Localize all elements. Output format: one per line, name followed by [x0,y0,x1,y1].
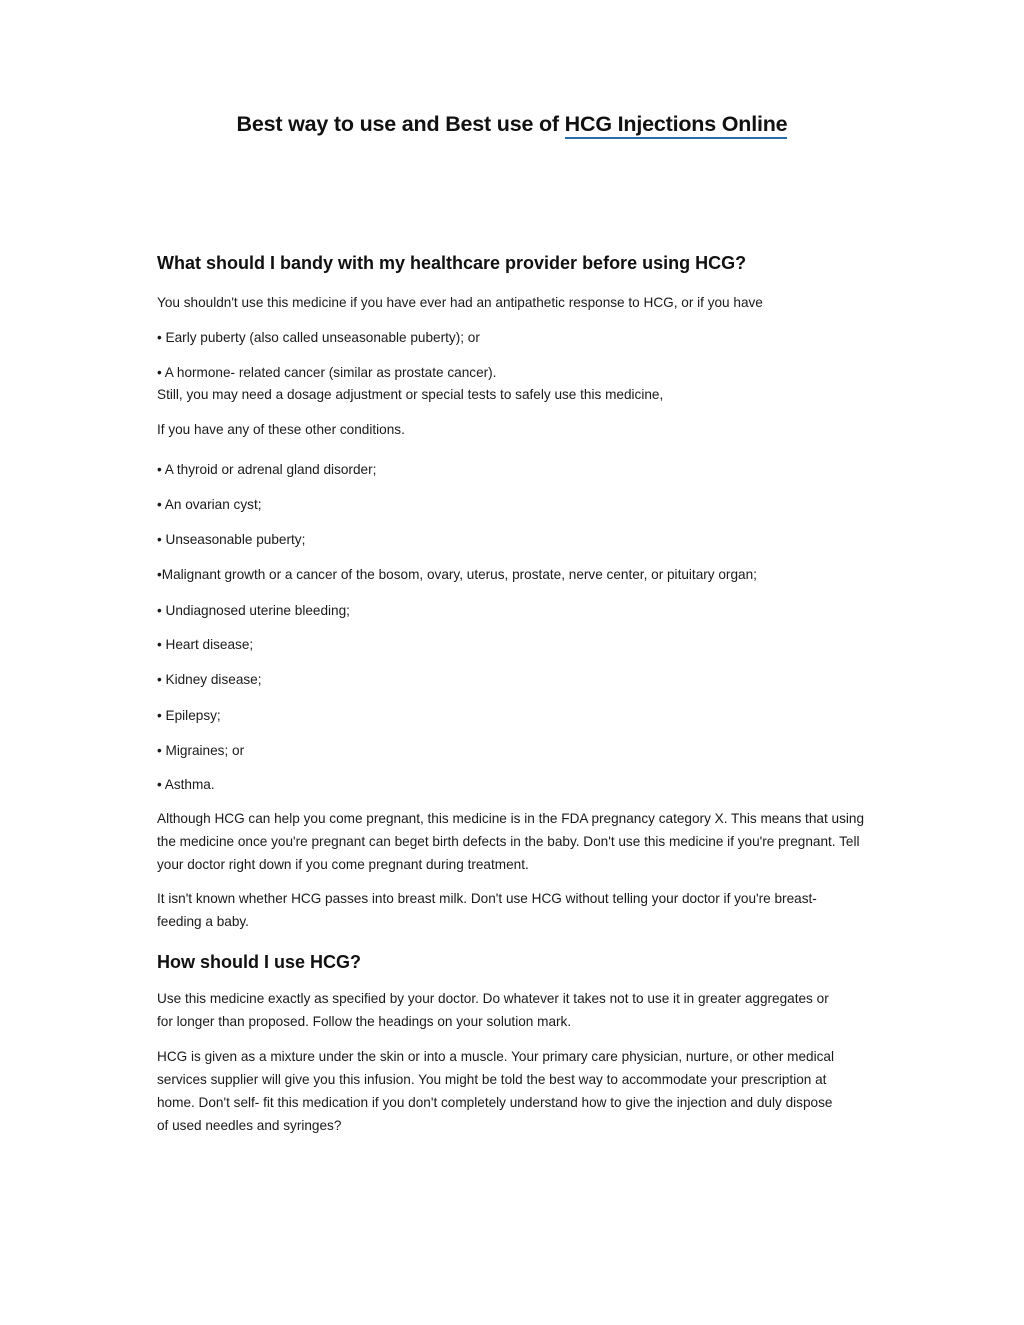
title-prefix: Best way to use and Best use of [236,112,565,136]
usage-paragraph-1: Use this medicine exactly as specified by your doctor. Do whatever it takes not to use it in greater aggregates or for longer than proposed. Follow the headings on your solution mark. [157,991,829,1029]
bullet-malignant-growth: •Malignant growth or a cancer of the bosom, ovary, uterus, prostate, nerve center, or pituitary organ; [157,567,757,582]
bullet-uterine-bleeding: • Undiagnosed uterine bleeding; [157,603,350,618]
section2-heading: How should I use HCG? [157,952,362,972]
bullet-early-puberty: • Early puberty (also called unseasonable puberty); or [157,330,480,345]
bullet-unseasonable-puberty: • Unseasonable puberty; [157,532,306,547]
still-paragraph: Still, you may need a dosage adjustment or special tests to safely use this medicine, [157,387,664,402]
bullet-hormone-cancer: • A hormone- related cancer (similar as prostate cancer). [157,365,497,380]
usage-paragraph-2: HCG is given as a mixture under the skin or into a muscle. Your primary care physician, nurture, or other medical services supplier will give you this infusion. You might be told the best way to accommodate your prescription at home. Don't self- fit this medication if you don't completely understand how to give the injection and duly dispose of used needles and syringes? [157,1049,834,1133]
bullet-heart-disease: • Heart disease; [157,637,254,652]
section1-intro: You shouldn't use this medicine if you have ever had an antipathetic response to HCG, or if you have [157,295,763,310]
section1-heading: What should I bandy with my healthcare provider before using HCG? [157,253,747,273]
bullet-asthma: • Asthma. [157,777,215,792]
document-body [157,250,867,1137]
breastfeeding-paragraph: It isn't known whether HCG passes into breast milk. Don't use HCG without telling your doctor if you're breast- feeding a baby. [157,891,817,929]
bullet-migraines: • Migraines; or [157,743,245,758]
pregnancy-paragraph: Although HCG can help you come pregnant, this medicine is in the FDA pregnancy category X. This means that using the medicine once you're pregnant can beget birth defects in the baby. Don't use this medicine if you're pregnant. Tell your doctor right down if you come pregnant during treatment. [157,811,865,872]
page-title [0,112,1024,137]
bullet-kidney-disease: • Kidney disease; [157,672,262,687]
hcg-injections-link[interactable]: HCG Injections Online [565,112,788,139]
bullet-ovarian-cyst: • An ovarian cyst; [157,497,262,512]
conditions-intro: If you have any of these other conditions. [157,422,405,437]
bullet-thyroid: • A thyroid or adrenal gland disorder; [157,462,377,477]
bullet-epilepsy: • Epilepsy; [157,708,221,723]
